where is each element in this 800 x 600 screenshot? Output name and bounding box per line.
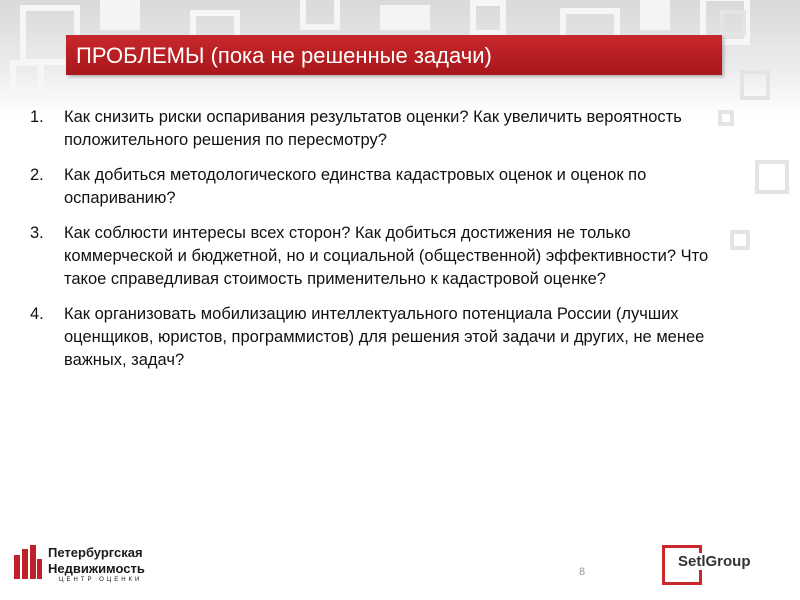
- list-item: [30, 222, 730, 291]
- list-item-text: Как снизить риски оспаривания результатов оценки? Как увеличить вероятность положительного решения по пересмотру?: [64, 108, 682, 149]
- page-number: 8: [579, 566, 586, 578]
- logo-text: SetlGroup: [678, 553, 751, 570]
- list-item-number: 4.: [30, 305, 44, 323]
- slide-title: ПРОБЛЕМЫ (пока не решенные задачи): [76, 43, 492, 68]
- title-bar: [66, 35, 722, 75]
- list-item-text: Как организовать мобилизацию интеллектуального потенциала России (лучших оценщиков, юристов, программистов) для решения этой задачи и других, не менее важных, задач?: [64, 305, 705, 369]
- logo-line-3: ЦЕНТР ОЦЕНКИ: [59, 577, 143, 583]
- logo-line-1: Петербургская: [48, 545, 143, 560]
- building-logo-icon: [14, 545, 42, 579]
- problem-list: [30, 106, 730, 384]
- company-logo-left: [14, 545, 164, 585]
- list-item: [30, 303, 730, 372]
- list-item-text: Как соблюсти интересы всех сторон? Как добиться достижения не только коммерческой и бюджетной, но и социальной (общественной) эффективности? Что такое справедливая стоимость применительно к кадастровой оценке?: [64, 224, 709, 288]
- list-item-text: Как добиться методологического единства кадастровых оценок и оценок по оспариванию?: [64, 166, 647, 207]
- list-item-number: 2.: [30, 166, 44, 184]
- list-item-number: 1.: [30, 108, 44, 126]
- list-item: [30, 106, 730, 152]
- list-item-number: 3.: [30, 224, 44, 242]
- logo-line-2: Недвижимость: [48, 561, 145, 576]
- list-item: [30, 164, 730, 210]
- company-logo-right: [660, 545, 770, 587]
